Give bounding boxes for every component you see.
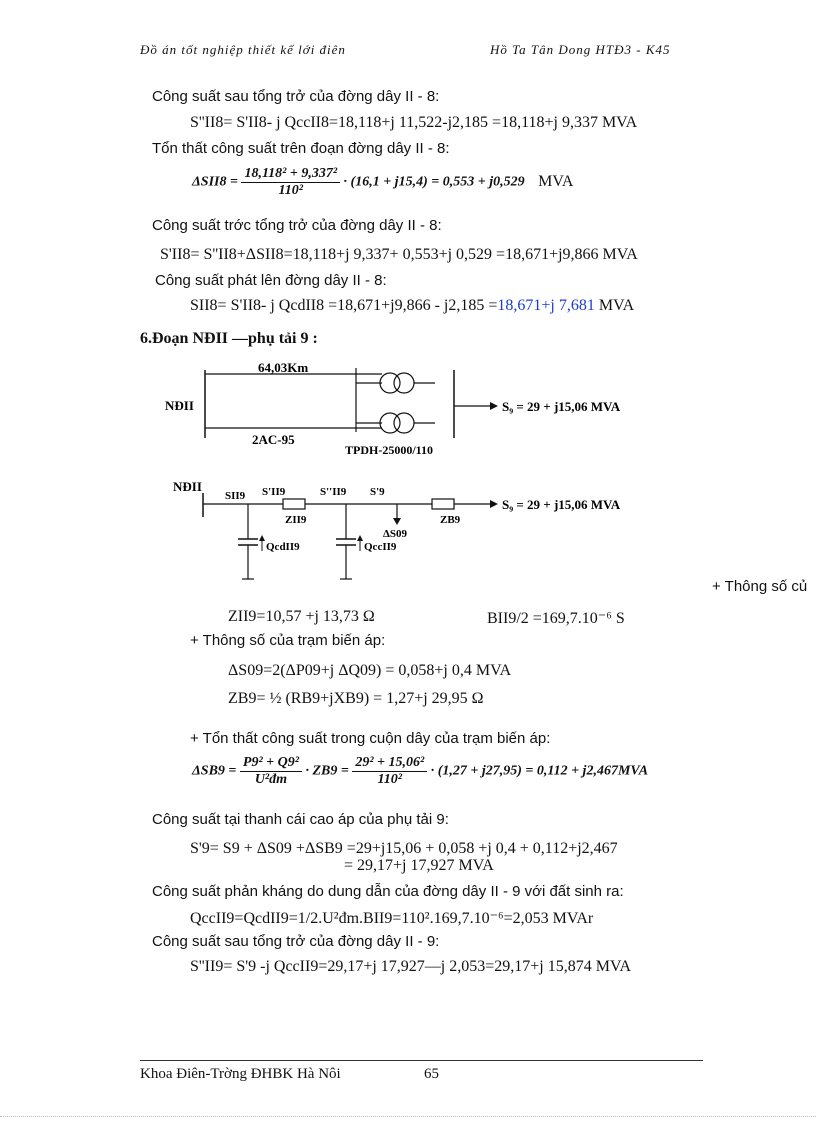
- wire-label: 2AC-95: [252, 432, 295, 447]
- formula-fraction: [241, 166, 340, 199]
- overflow-text: + Thông số củ: [712, 578, 808, 595]
- text-line: Công suất sau tổng trở của đờng dây II - 8:: [152, 88, 440, 105]
- text-line: S'9= S9 + ΔS09 +ΔSB9 =29+j15,06 + 0,058 +j 0,4 + 0,112+j2,467: [190, 840, 618, 857]
- equivalent-circuit-diagram: [170, 475, 690, 587]
- text-line: S''II8= S'II8- j QccII8=18,118+j 11,522-j2,185 =18,118+j 9,337 MVA: [190, 114, 638, 131]
- source-label: NĐII: [173, 479, 202, 494]
- formula-loss-ii8: [192, 166, 573, 199]
- text-line: Công suất phát lên đờng dây II - 8:: [155, 272, 387, 289]
- text-line: S'II8= S''II8+ΔSII8=18,118+j 9,337+ 0,553+j 0,529 =18,671+j9,866 MVA: [160, 246, 638, 263]
- formula-fraction: [352, 755, 427, 788]
- transformer-params-title: + Thông số của trạm biến áp:: [190, 632, 386, 649]
- flow-label: S'9: [370, 486, 385, 498]
- text-line: [190, 297, 634, 315]
- fraction-denominator: U²đm: [254, 772, 288, 787]
- line-impedance: ZII9=10,57 +j 13,73 Ω: [228, 608, 375, 625]
- capacitance-label: QcdII9: [266, 541, 300, 553]
- formula-unit: MVA: [538, 172, 574, 190]
- header-right: Hồ Ta Tân Dong HTĐ3 - K45: [490, 42, 671, 57]
- line-susceptance: BII9/2 =169,7.10⁻⁶ S: [487, 610, 625, 627]
- transformer-loss-formula: ΔS09=2(ΔP09+j ΔQ09) = 0,058+j 0,4 MVA: [228, 662, 512, 679]
- source-label: NĐII: [165, 398, 194, 413]
- text-line: Công suất trớc tổng trở của đờng dây II - 8:: [152, 217, 442, 234]
- text-line: Công suất sau tổng trở của đờng dây II - 9:: [152, 933, 440, 950]
- fraction-numerator: 18,118² + 9,337²: [241, 166, 340, 183]
- header-left: Đồ án tốt nghiệp thiết kế lới điên: [140, 42, 346, 57]
- section-title: 6.Đoạn NĐII —phụ tải 9 :: [140, 330, 318, 347]
- load-label: S₉ = 29 + j15,06 MVA: [502, 497, 621, 512]
- transformer-loss-label: ΔS09: [383, 528, 408, 540]
- page-number: 65: [424, 1066, 439, 1082]
- load-label: S₉ = 29 + j15,06 MVA: [502, 399, 621, 414]
- impedance-label: ZB9: [440, 514, 461, 526]
- flow-label: S''II9: [320, 486, 347, 498]
- flow-label: S'II9: [262, 486, 286, 498]
- single-line-diagram: [160, 360, 660, 460]
- text-line: = 29,17+j 17,927 MVA: [344, 857, 494, 874]
- text-segment: MVA: [598, 297, 635, 314]
- fraction-numerator: P9² + Q9²: [240, 755, 302, 772]
- formula-rest: · (1,27 + j27,95) = 0,112 + j2,467MVA: [430, 763, 649, 779]
- winding-loss-title: + Tổn thất công suất trong cuộn dây của trạm biến áp:: [190, 730, 551, 747]
- length-label: 64,03Km: [258, 360, 309, 375]
- fraction-denominator: 110²: [278, 183, 303, 198]
- capacitance-label: QccII9: [364, 541, 397, 553]
- text-segment: SII8= S'II8- j QcdII8 =18,671+j9,866 - j2,185 =: [190, 297, 498, 314]
- text-line: S''II9= S'9 -j QccII9=29,17+j 17,927—j 2,053=29,17+j 15,874 MVA: [190, 958, 632, 975]
- text-line: Tổn thất công suất trên đoạn đờng dây II - 8:: [152, 140, 450, 157]
- formula-loss-b9: [192, 755, 648, 788]
- formula-lhs: ΔSII8 =: [192, 174, 238, 190]
- transformer-impedance-formula: ZB9= ½ (RB9+jXB9) = 1,27+j 29,95 Ω: [228, 690, 484, 707]
- impedance-label: ZII9: [285, 514, 307, 526]
- footer-rule: [140, 1060, 703, 1061]
- formula-rest: · (16,1 + j15,4) = 0,553 + j0,529: [343, 174, 525, 190]
- formula-lhs: ΔSB9 =: [192, 763, 237, 779]
- text-line: Công suất tại thanh cái cao áp của phụ tải 9:: [152, 811, 449, 828]
- footer-left: Khoa Điên-Trờng ĐHBK Hà Nôi: [140, 1066, 341, 1082]
- fraction-denominator: 110²: [377, 772, 402, 787]
- fraction-numerator: 29² + 15,06²: [352, 755, 427, 772]
- highlight-value: 18,671+j 7,681: [497, 297, 595, 314]
- text-line: QccII9=QcdII9=1/2.U²đm.BII9=110².169,7.10⁻⁶=2,053 MVAr: [190, 910, 594, 927]
- formula-fraction: [240, 755, 302, 788]
- transformer-label: TPDH-25000/110: [345, 443, 434, 457]
- flow-label: SII9: [225, 490, 246, 502]
- formula-mid: · ZB9 =: [305, 763, 349, 779]
- page-bottom-dotted-line: [0, 1116, 816, 1117]
- text-line: Công suất phản kháng do dung dẫn của đờng dây II - 9 với đất sinh ra:: [152, 883, 624, 900]
